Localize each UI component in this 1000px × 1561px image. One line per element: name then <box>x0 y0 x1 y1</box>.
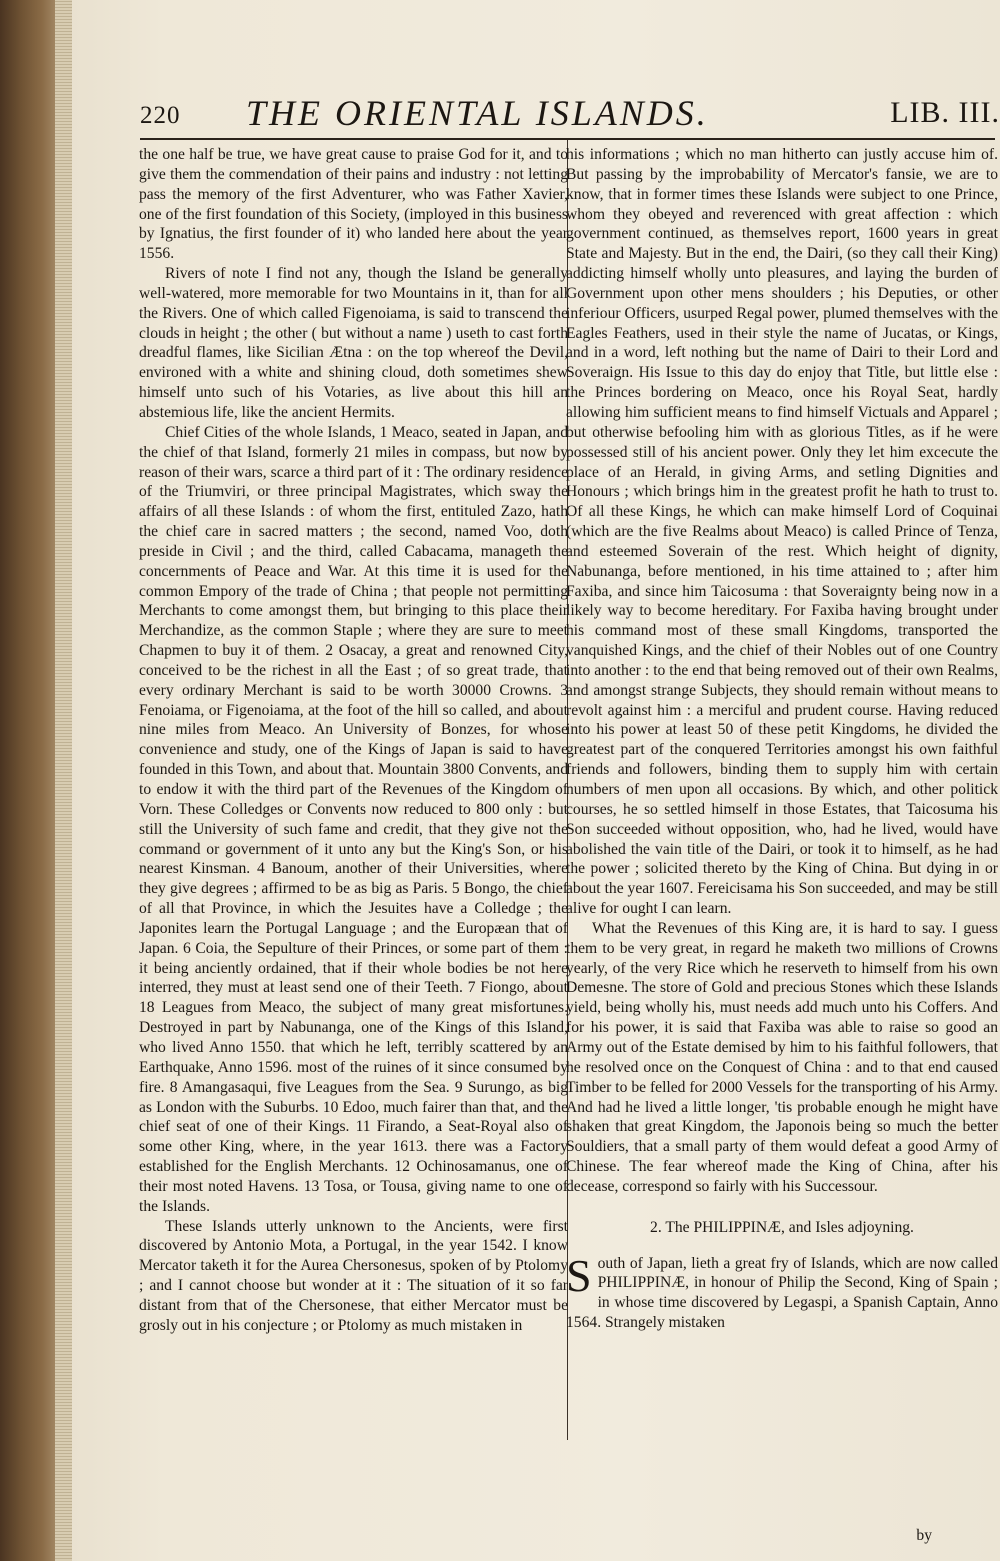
paragraph: These Islands utterly unknown to the Ancients, were first discovered by Antonio Mota, a Portugal, in the year 1542. I know Mercator taketh it for the Aurea Chersonesus, spoken of by Ptolomy ; and I cannot choose but wonder at it : The situation of it so far distant from that of the Chersonese, that either Mercator must be grosly out in his conjecture ; or Ptolomy as much mistaken in <box>139 1217 568 1334</box>
page-edges <box>55 0 73 1561</box>
paragraph: What the Revenues of this King are, it is hard to say. I guess them to be very great, in regard he maketh two millions of Crowns yearly, of the very Rice which he reserveth to himself from his own Demesne. The store of Gold and precious Stones which these Islands yield, being wholly his, must needs add much unto his Coffers. And for his power, it is said that Faxiba was able to raise so good an Army out of the Estate demised by him to his faithful followers, that he resolved once on the Conquest of China : and to that end caused Timber to be felled for 2000 Vessels for the transporting of his Army. And had he lived a little longer, 'tis probable enough he might have shaken that great Kingdom, the Japonois being so much the better Souldiers, that a small party of them would defeat a good Army of Chinese. The fear whereof made the King of China, after his decease, correspond so fairly with his Successour. <box>566 919 998 1195</box>
page-number: 220 <box>140 102 181 129</box>
paragraph: the one half be true, we have great cause to praise God for it, and to give them the commendation of their pains and industry : not letting pass the memory of the first Adventurer, who was Father Xavier, one of the first foundation of this Society, (imployed in this business by Ignatius, the first founder of it) who landed here about the year 1556. <box>139 146 568 263</box>
right-column <box>566 145 998 1333</box>
section-heading: 2. The PHILIPPINÆ, and Isles adjoyning. <box>650 1218 914 1236</box>
paragraph: Chief Cities of the whole Islands, 1 Meaco, seated in Japan, and the chief of that Island, formerly 21 miles in compass, but now by reason of their wars, scarce a third part of it : The ordinary residence of the Triumviri, or three principal Magistrates, which sway the affairs of all these Islands : of whom the first, entituled Zazo, hath the chief care in sacred matters ; the second, named Voo, doth preside in Civil ; and the third, called Cabacama, manageth the concernments of Peace and War. At this time it is used for the common Empory of the trade of China ; that people not permitting Merchants to come amongst them, but bringing to this place their Merchandize, as the common Staple ; where they are sure to meet Chapmen to buy it of them. 2 Osacay, a great and renowned City, conceived to be the richest in all the East ; of so great trade, that every ordinary Merchant is said to be worth 30000 Crowns. 3 Fenoiama, or Figenoiama, at the foot of the hill so called, and about nine miles from Meaco. An University of Bonzes, for whose convenience and study, one of the Kings of Japan is said to have founded in this Town, and about that. Mountain 3800 Convents, and to endow it with the third part of the Revenues of the Kingdom of Vorn. These Colledges or Convents now reduced to 800 only : but still the University of such fame and credit, that they give not the command or government of it unto any but the King's Son, or his nearest Kinsman. 4 Banoum, another of their Universities, where they give degrees ; affirmed to be as big as Paris. 5 Bongo, the chief of all that Province, in which the Jesuites have a Colledge ; the Japonites learn the Portugal Language ; and the Europæan that of Japan. 6 Coia, the Sepulture of their Princes, or some part of them : it being anciently ordained, that if their whole bodies be not here interred, they must at least send one of their Teeth. 7 Fiongo, about 18 Leagues from Meaco, the subject of many great misfortunes. Destroyed in part by Nabunanga, one of the Kings of this Island, who lived Anno 1550. that which he left, terribly scattered by an Earthquake, Anno 1596. most of the ruines of it since consumed by fire. 8 Amangasaqui, five Leagues from the Sea. 9 Surungo, as big as London with the Suburbs. 10 Edoo, much fairer than that, and the chief seat of one of their Kings. 11 Firando, a Seat-Royal also of some other King, where, in the year 1613. there was a Factory established for the English Merchants. 12 Ochinosamanus, one of their most noted Havens. 13 Tosa, or Tousa, giving name to one of the Islands. <box>139 423 568 1215</box>
page-title: THE ORIENTAL ISLANDS. <box>246 93 709 133</box>
paragraph-with-dropcap <box>566 1249 998 1333</box>
running-head <box>140 92 1000 136</box>
paragraph: his informations ; which no man hitherto can justly accuse him of. But passing by the improbability of Mercator's fansie, we are to know, that in former times these Islands were subject to one Prince, whom they obeyed and reverenced with great affection : which government continued, as themselves report, 1600 years in great State and Majesty. But in the end, the Dairi, (so they call their King) addicting himself wholly unto pleasures, and laying the burden of Government upon other mens shoulders ; his Deputies, or other inferiour Officers, usurped Regal power, plumed themselves with the Eagles Feathers, used in their style the name of Jucatas, or Kings, and in a word, left nothing but the name of Dairi to their Lord and Soveraign. His Issue to this day do enjoy that Title, but little else : the Princes bordering on Meaco, once his Royal Seat, hardly allowing him sufficient means to find himself Victuals and Apparel ; but otherwise befooling him with as glorious Titles, as if he were possessed still of his ancient power. Only they let him excecute the place of an Herald, in giving Arms, and setling Dignities and Honours ; which brings him in the greatest profit he hath to trust to. Of all these Kings, he which can make himself Lord of Coquinai (which are the five Realms about Meaco) is called Prince of Tenza, and esteemed Soverain of the rest. Which height of dignity, Nabunanga, before mentioned, in his time attained to ; after him Faxiba, and since him Taicosuma : that Soveraignty being now in a likely way to become hereditary. For Faxiba having brought under his command most of these small Kingdoms, transported the vanquished Kings, and the chief of their Nobles out of one Country into another : to the end that being removed out of their own Realms, and amongst strange Subjects, they should remain without means to revolt against him : a merciful and prudent course. Having reduced into his power at least 50 of these petit Kingdoms, he divided the greatest part of the conquered Territories amongst his own faithful friends and followers, binding them to supply him with certain numbers of men upon all occasions. By which, and other politick courses, he so settled himself in those Estates, that Taicosuma his Son succeeded without opposition, who, had he lived, would have abolished the vain title of the Dairi, or took it to himself, as he had the power ; solicited thereto by the King of China. But dying in or about the year 1607. Fereicisama his Son succeeded, and may be still alive for ought I can learn. <box>566 146 998 918</box>
book-page <box>72 0 1000 1561</box>
book-number: LIB. III. <box>890 96 1000 129</box>
catchword: by <box>916 1527 932 1544</box>
paragraph: Rivers of note I find not any, though the Island be generally well-watered, more memorable for two Mountains in it, than for all the Rivers. One of which called Figenoiama, is said to transcend the clouds in height ; the other ( but without a name ) useth to cast forth dreadful flames, like Sicilian Ætna : on the top whereof the Devil, environed with a white and shining cloud, doth sometimes shew himself unto such of his Votaries, as live about this hill an abstemious life, like the ancient Hermits. <box>139 265 568 421</box>
paragraph-text: outh of Japan, lieth a great fry of Islands, which are now called PHILIPPINÆ, in honour of Philip the Second, King of Spain ; in whose time discovered by Legaspi, a Spanish Captain, Anno 1564. Strangely mistaken <box>566 1254 998 1332</box>
drop-cap: S <box>566 1249 592 1301</box>
left-column <box>139 145 568 1336</box>
